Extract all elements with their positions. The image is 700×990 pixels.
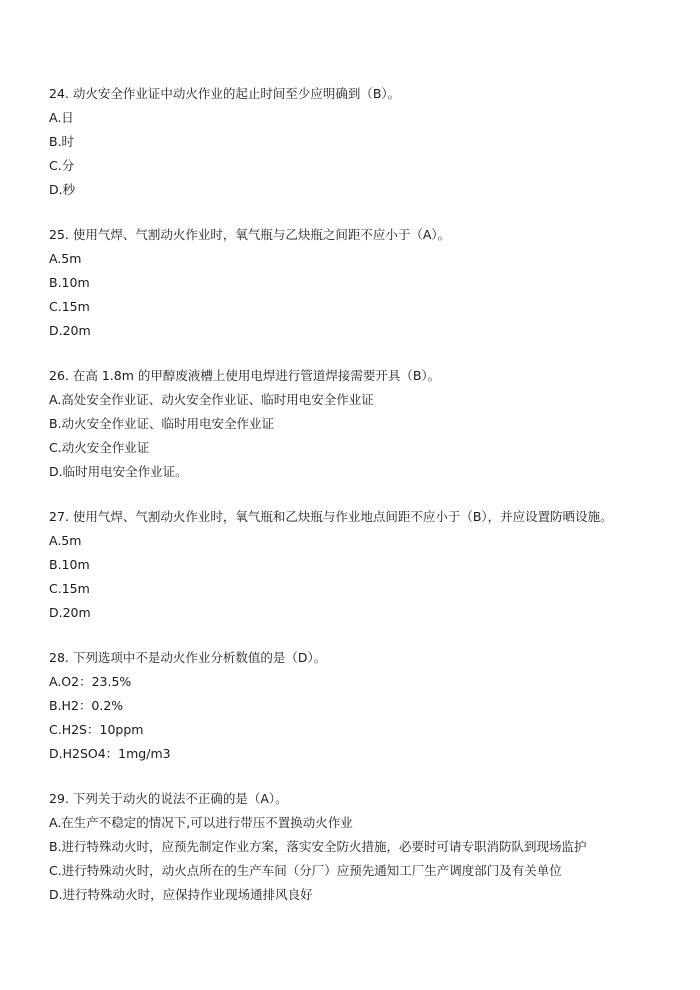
option-b: B.H2：0.2% (49, 698, 124, 713)
option-a: A.5m (49, 533, 82, 548)
question-stem: 25. 使用气焊、气割动火作业时，氧气瓶与乙炔瓶之间距不应小于（A）。 (49, 227, 451, 242)
question-24 (49, 82, 679, 202)
option-c: C.进行特殊动火时，动火点所在的生产车间（分厂）应预先通知工厂生产调度部门及有关单位 (49, 863, 562, 878)
option-a: A.O2：23.5% (49, 674, 132, 689)
option-b: B.时 (49, 134, 75, 149)
option-c: C.分 (49, 158, 75, 173)
option-b: B.动火安全作业证、临时用电安全作业证 (49, 416, 275, 431)
option-c: C.H2S：10ppm (49, 722, 144, 737)
question-stem: 27. 使用气焊、气割动火作业时，氧气瓶和乙炔瓶与作业地点间距不应小于（B），并应设置防晒设施。 (49, 509, 613, 524)
option-d: D.20m (49, 605, 91, 620)
question-stem: 26. 在高 1.8m 的甲醇废液槽上使用电焊进行管道焊接需要开具（B）。 (49, 368, 441, 383)
option-a: A.高处安全作业证、动火安全作业证、临时用电安全作业证 (49, 392, 374, 407)
option-d: D.临时用电安全作业证。 (49, 464, 188, 479)
option-b: B.10m (49, 275, 90, 290)
question-stem: 24. 动火安全作业证中动火作业的起止时间至少应明确到（B）。 (49, 86, 401, 101)
question-29 (49, 787, 679, 907)
option-a: A.日 (49, 110, 74, 125)
question-26 (49, 364, 679, 484)
question-25 (49, 223, 679, 343)
option-a: A.在生产不稳定的情况下,可以进行带压不置换动火作业 (49, 815, 353, 830)
question-stem: 28. 下列选项中不是动火作业分析数值的是（D）。 (49, 650, 327, 665)
question-28 (49, 646, 679, 766)
option-c: C.15m (49, 581, 90, 596)
option-c: C.动火安全作业证 (49, 440, 150, 455)
option-d: D.H2SO4：1mg/m3 (49, 746, 171, 761)
option-b: B.10m (49, 557, 90, 572)
question-stem: 29. 下列关于动火的说法不正确的是（A）。 (49, 791, 288, 806)
exam-page (49, 82, 679, 907)
option-c: C.15m (49, 299, 90, 314)
option-d: D.20m (49, 323, 91, 338)
question-27 (49, 505, 679, 625)
option-d: D.秒 (49, 182, 76, 197)
option-d: D.进行特殊动火时，应保持作业现场通排风良好 (49, 887, 313, 902)
option-a: A.5m (49, 251, 82, 266)
option-b: B.进行特殊动火时，应预先制定作业方案，落实安全防火措施，必要时可请专职消防队到现场监护 (49, 839, 587, 854)
